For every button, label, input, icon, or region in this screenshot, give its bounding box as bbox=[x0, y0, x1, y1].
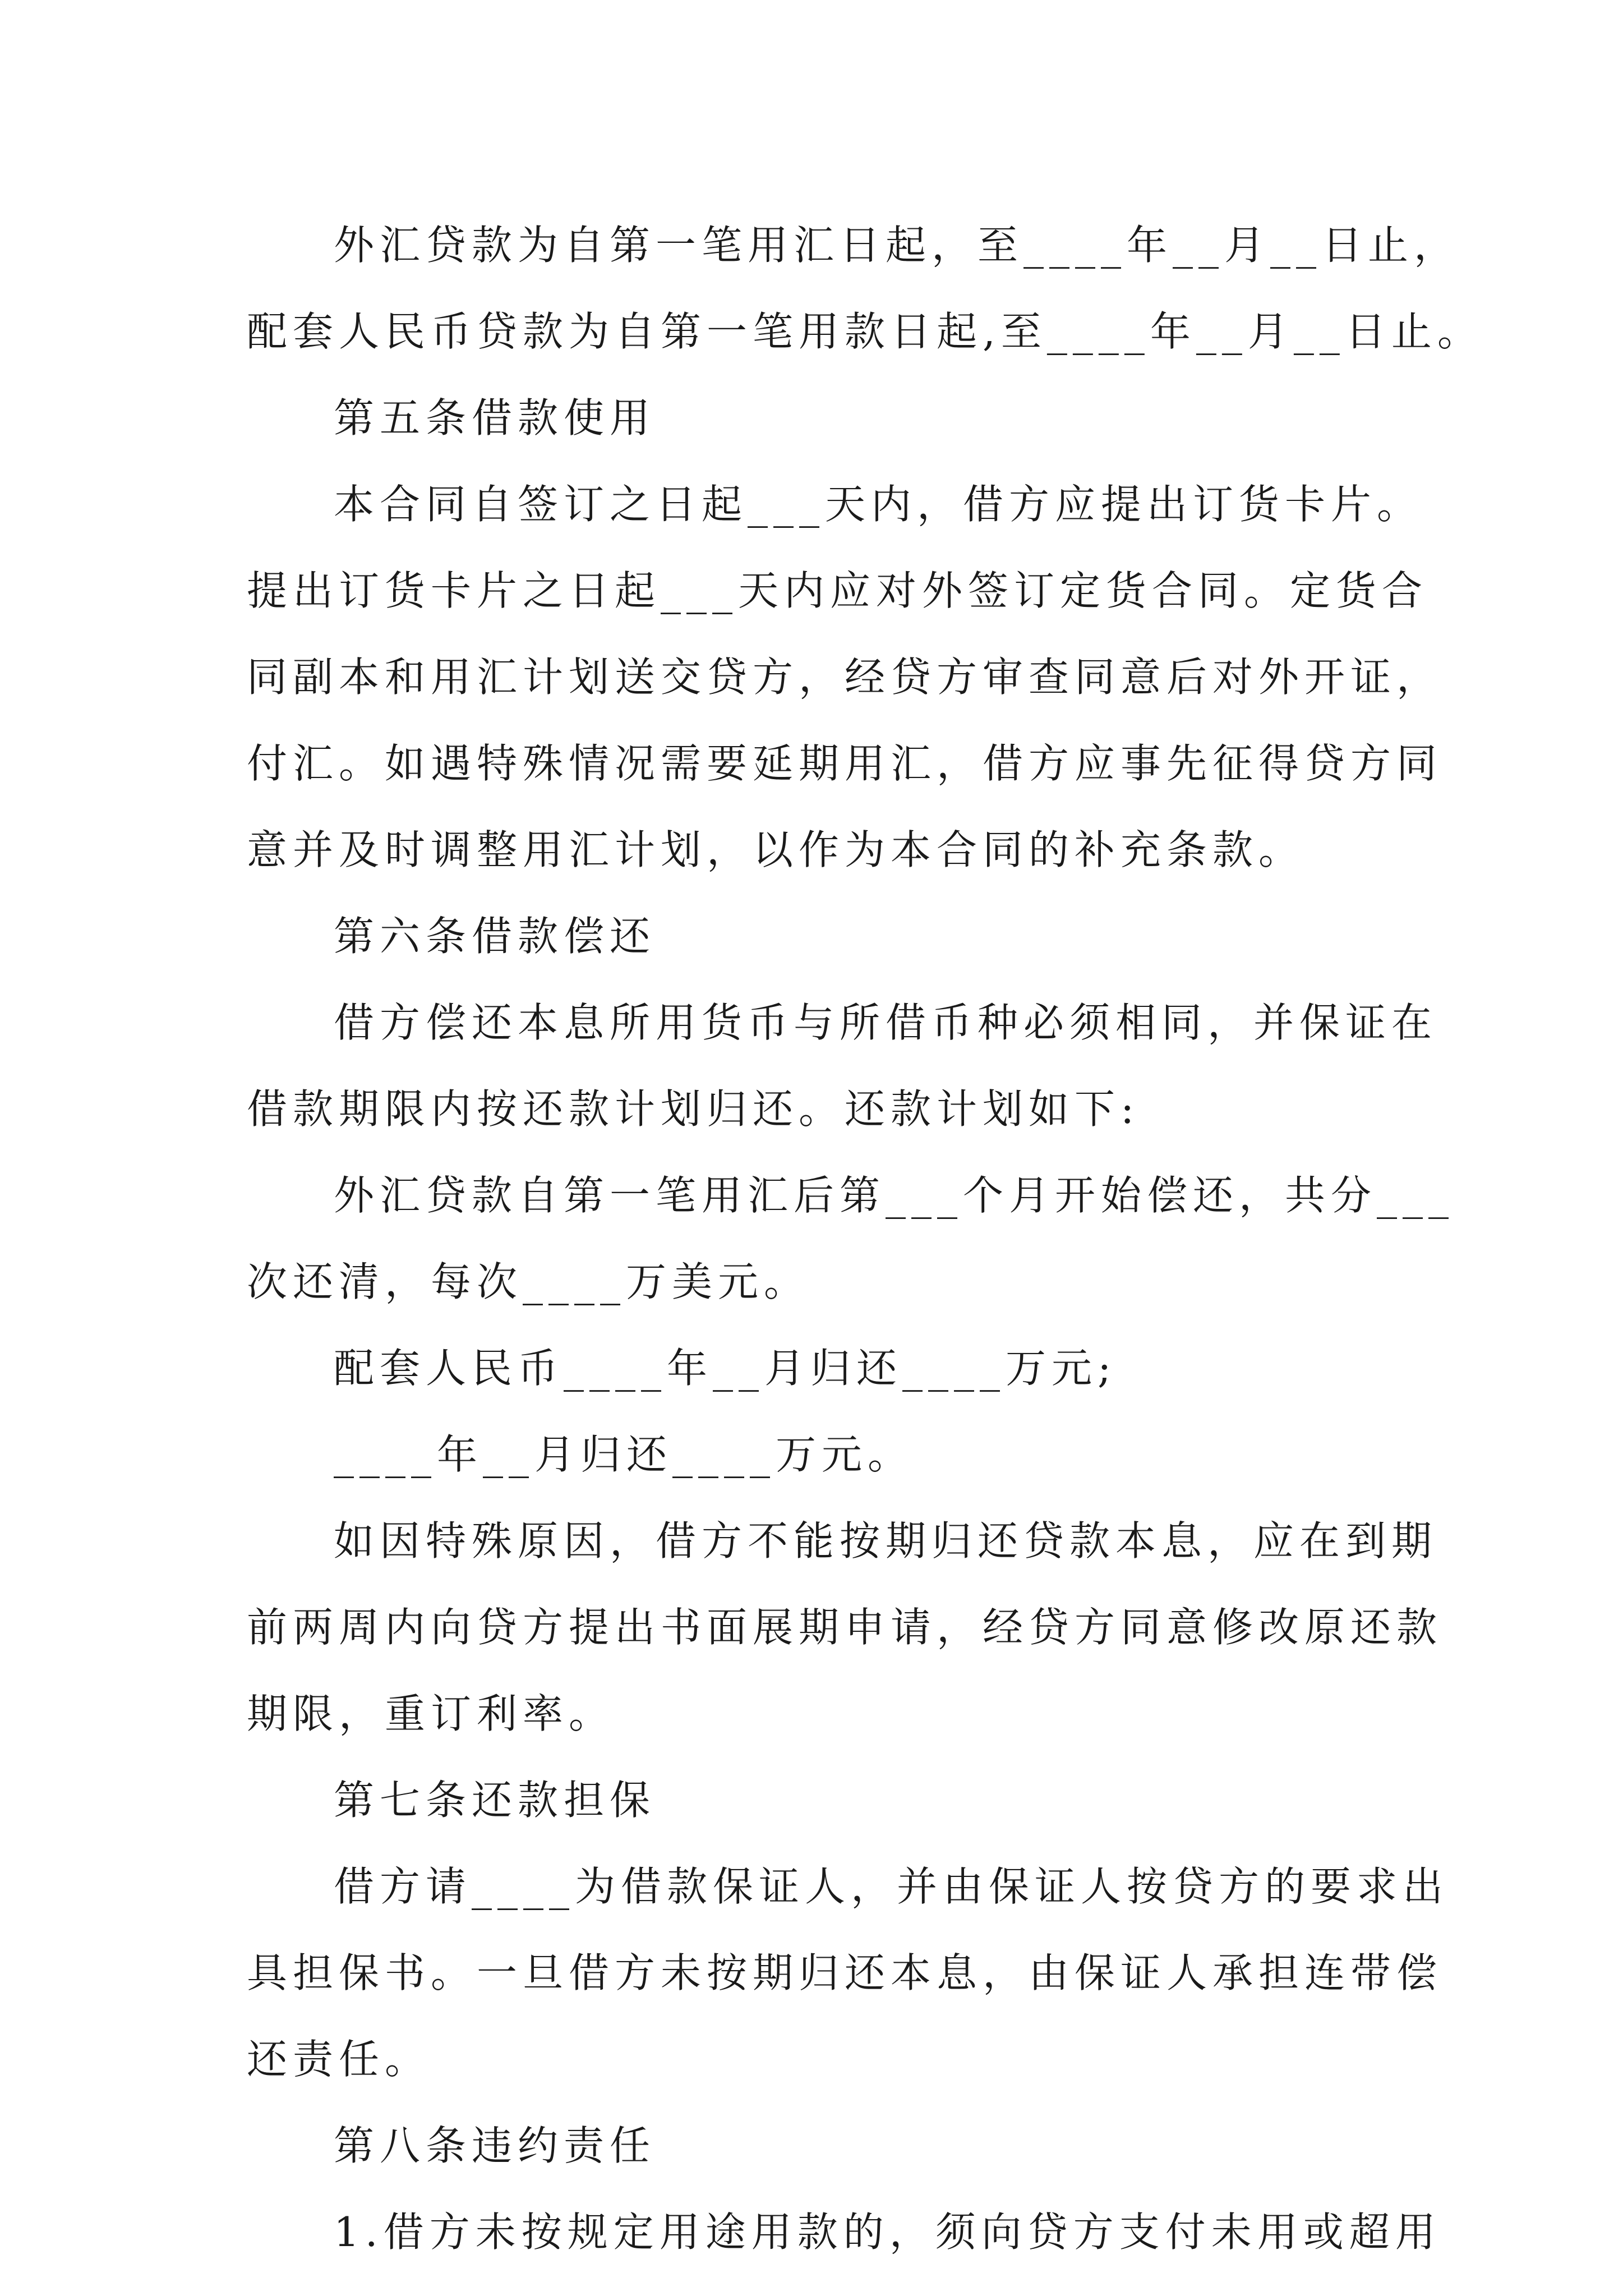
text-line-15: ____年__月归还____万元。 bbox=[334, 1431, 914, 1478]
text-line-4: 本合同自签订之日起___天内，借方应提出订货卡片。 bbox=[334, 481, 1423, 528]
document-page bbox=[247, 202, 1483, 2275]
text-line-17: 前两周内向贷方提出书面展期申请，经贷方同意修改原还款 bbox=[247, 1604, 1443, 1651]
text-line-8: 意并及时调整用汇计划，以作为本合同的补充条款。 bbox=[247, 826, 1305, 873]
section-heading-7: 第七条还款担保 bbox=[334, 1777, 656, 1824]
text-line-24: 1.借方未按规定用途用款的，须向贷方支付未用或超用 bbox=[334, 2208, 1441, 2256]
text-line-6: 同副本和用汇计划送交贷方，经贷方审查同意后对外开证， bbox=[247, 654, 1443, 701]
text-line-14: 配套人民币____年__月归还____万元; bbox=[334, 1345, 1117, 1392]
section-heading-5: 第五条借款使用 bbox=[334, 394, 656, 441]
text-line-2: 配套人民币贷款为自第一笔用款日起,至____年__月__日止。 bbox=[247, 308, 1483, 355]
section-heading-8: 第八条违约责任 bbox=[334, 2122, 656, 2169]
text-line-7: 付汇。如遇特殊情况需要延期用汇，借方应事先征得贷方同 bbox=[247, 740, 1443, 787]
text-line-20: 借方请____为借款保证人，并由保证人按贷方的要求出 bbox=[334, 1863, 1449, 1910]
text-line-5: 提出订货卡片之日起___天内应对外签订定货合同。定货合 bbox=[247, 567, 1428, 614]
text-line-11: 借款期限内按还款计划归还。还款计划如下: bbox=[247, 1085, 1140, 1133]
text-line-21: 具担保书。一旦借方未按期归还本息，由保证人承担连带偿 bbox=[247, 1949, 1443, 1996]
text-line-12: 外汇贷款自第一笔用汇后第___个月开始偿还，共分___ bbox=[334, 1172, 1455, 1219]
text-line-1: 外汇贷款为自第一笔用汇日起，至____年__月__日止， bbox=[334, 222, 1460, 269]
text-line-18: 期限，重订利率。 bbox=[247, 1690, 615, 1737]
section-heading-6: 第六条借款偿还 bbox=[334, 913, 656, 960]
text-line-13: 次还清，每次____万美元。 bbox=[247, 1258, 810, 1305]
text-line-22: 还责任。 bbox=[247, 2036, 431, 2083]
text-line-10: 借方偿还本息所用货币与所借币种必须相同，并保证在 bbox=[334, 999, 1438, 1046]
text-line-16: 如因特殊原因，借方不能按期归还贷款本息，应在到期 bbox=[334, 1517, 1438, 1565]
